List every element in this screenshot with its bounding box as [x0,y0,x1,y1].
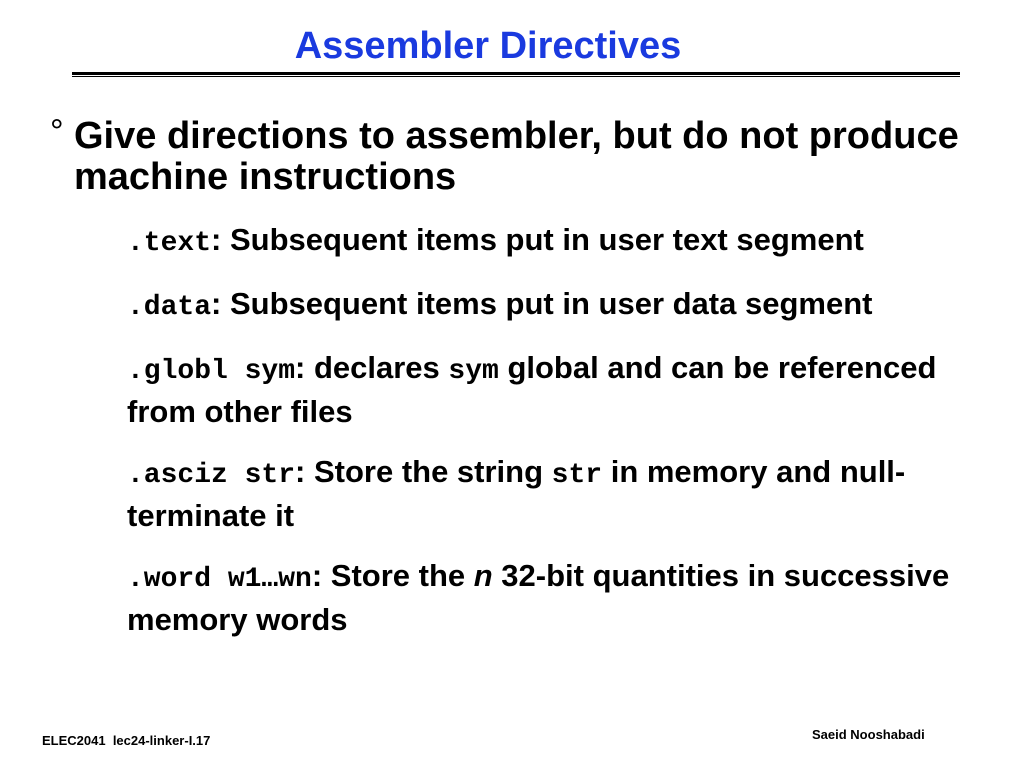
directive-item-globl [127,348,967,432]
directive-item-data [127,284,967,328]
directive-description-rest: in memory and null-terminate it [127,454,906,533]
title-divider [72,72,960,77]
directive-inline-code: sym [448,356,499,387]
directive-item-asciz [127,452,967,536]
directive-item-text [127,220,967,264]
directive-list [127,220,967,660]
directive-description: : Subsequent items put in user text segment [211,222,864,257]
directive-description: : Store the [311,558,474,593]
footer-author: Saeid Nooshabadi [812,727,925,742]
directive-code: .data [127,292,212,323]
directive-description: : declares [295,350,449,385]
slide-title: Assembler Directives [294,25,682,67]
bullet-marker: ° [50,113,64,151]
directive-code: .text [127,228,212,259]
directive-item-word [127,556,967,640]
main-bullet-text: Give directions to assembler, but do not produce machine instructions [74,115,959,198]
directive-italic-n: n [473,558,493,593]
footer-course-label: ELEC2041 lec24-linker-I.17 [42,733,211,748]
directive-description: : Subsequent items put in user data segment [211,286,873,321]
directive-description-rest: global and can be referenced from other files [127,350,937,429]
directive-code: .asciz str [127,460,296,491]
directive-code: .word w1…wn [127,564,312,595]
directive-inline-code: str [551,460,603,491]
directive-code: .globl sym [127,356,296,387]
directive-description: : Store the string [295,454,552,489]
directive-description-rest: 32-bit quantities in successive memory words [127,558,950,637]
